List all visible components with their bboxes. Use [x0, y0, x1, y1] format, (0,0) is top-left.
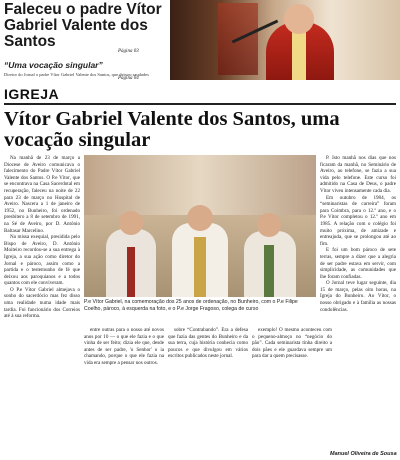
author-byline: Manuel Oliveira de Sousa	[330, 451, 397, 457]
paragraph: Na manhã de 23 de março a Diocese de Aveiro comunicava o falecimento do Padre Vítor Gabriel Valente dos Santos. O P.e Vítor, que se encontrava na Casa Sacerdotal em recuperação, faleceu na noite de 22 para 23 de março no Hospital de Aveiro. Nascera a 1 de janeiro de 1952, no Bunheiro, foi ordenado presbítero a 8 de setembro de 1991, na Sé de Aveiro, por D. António Baltasar Marcelino.	[4, 155, 80, 234]
photo-caption: P.e Vítor Gabriel, na comemoração dos 25 anos de ordenação, no Bunheiro, com o P.e Filipe Coelho, pároco, à esquerda na foto, e o P.e Jorge Fragoso, colega de curso	[84, 299, 298, 312]
article-headline: Vítor Gabriel Valente dos Santos, uma vocação singular	[4, 108, 340, 151]
teaser-subtitle: “Uma vocação singular”	[4, 60, 103, 70]
section-divider	[4, 103, 396, 105]
paragraph: P. Isto manhã nos dias que nos ficaram da manhã, no Seminário de Aveiro, ao telefone, se fazia a sua vida pelo telefone. Este curso foi admitido na Casa de Deus, o padre Vítor viveu intensamente cada dia.	[320, 155, 396, 194]
head-center	[187, 205, 213, 231]
teaser-text-block	[0, 0, 170, 80]
section-label: IGREJA	[4, 86, 60, 102]
paragraph: sobre “Contrabando”. Era a defesa que fazia das gentes do Bunheiro e da sua terra, cuja história conhecia como poucos e que divulgou em vários escritos publicados neste jornal.	[168, 327, 248, 360]
head-right	[257, 213, 281, 237]
article-photo	[84, 155, 316, 297]
paragraph: exemplo! O mesmo aconteceu com o pequeno-almoço no “negócio do pão”. Cada seminarista tinha direito a dois pães e ele guardava sempre um para dar a quem precisasse.	[252, 327, 332, 360]
teaser-page-ref: Página 03	[118, 49, 139, 54]
teaser-page-ref-2: Página 04	[118, 76, 139, 81]
teaser-title: Faleceu o padre Vítor Gabriel Valente dos Santos	[4, 1, 162, 50]
head-left	[119, 211, 143, 235]
teaser-credit: Diretor do Jornal o padre Vítor Gabriel Valente dos Santos, que deixou saudades	[4, 72, 149, 77]
stole-center	[194, 237, 206, 297]
article-column-2	[84, 327, 164, 450]
article-column-3	[168, 327, 248, 450]
paragraph: Em outubro de 1984, os “seminaristas de carreira” foram para Coimbra, para o 12.º ano, e o P.e Vítor completou o 12.º ano em 1985. A relação com o colégio foi muito próxima, de amizade e entreajuda, que se prolongou até ao fim.	[320, 194, 396, 247]
priest-face	[284, 4, 314, 34]
paragraph: O Jornal teve lugar seguinte, dia 15 de março, pelas oito horas, na Igreja do Bunheiro. Ao Vítor, o nosso obrigado e à família as nossas condolências.	[320, 280, 396, 313]
article-column-5	[320, 155, 396, 445]
teaser-photo	[170, 0, 400, 80]
article-column-1	[4, 155, 80, 450]
paragraph: Na missa exequial, presidida pelo Bispo de Aveiro, D. António Moiteiro recordou-se a sua entrega à Igreja, a sua ação como diretor do Jornal e pároco, assim como a partida e o testemunho de fé que deixou aos paroquianos e a todos quantos com ele conviveram.	[4, 234, 80, 287]
paragraph: O P.e Vítor Gabriel almejava o sonho do sacerdócio mas fez disso uma realidade numa idade mais tardia. Foi funcionário dos Correios até à sua reforma.	[4, 286, 80, 320]
priest-stole	[292, 30, 306, 80]
stole-left	[127, 247, 135, 297]
stole-right	[264, 245, 274, 297]
paragraph: entre outras para o nosso até novos anos por 10 — o que ele fazia e o que vinha de ser feito; dizia ele que, desde antes de ser padre, 'o Senhor' o ia chamando, porque o que ele fazia na vida era sempre a pensar nos outros.	[84, 327, 164, 366]
paragraph: E foi um bom pároco de sete terras, sempre a dizer que a alegria de ser padre estava em servir, com simplicidade, as comunidades que lhe foram confiadas.	[320, 247, 396, 280]
teaser-banner	[0, 0, 400, 80]
